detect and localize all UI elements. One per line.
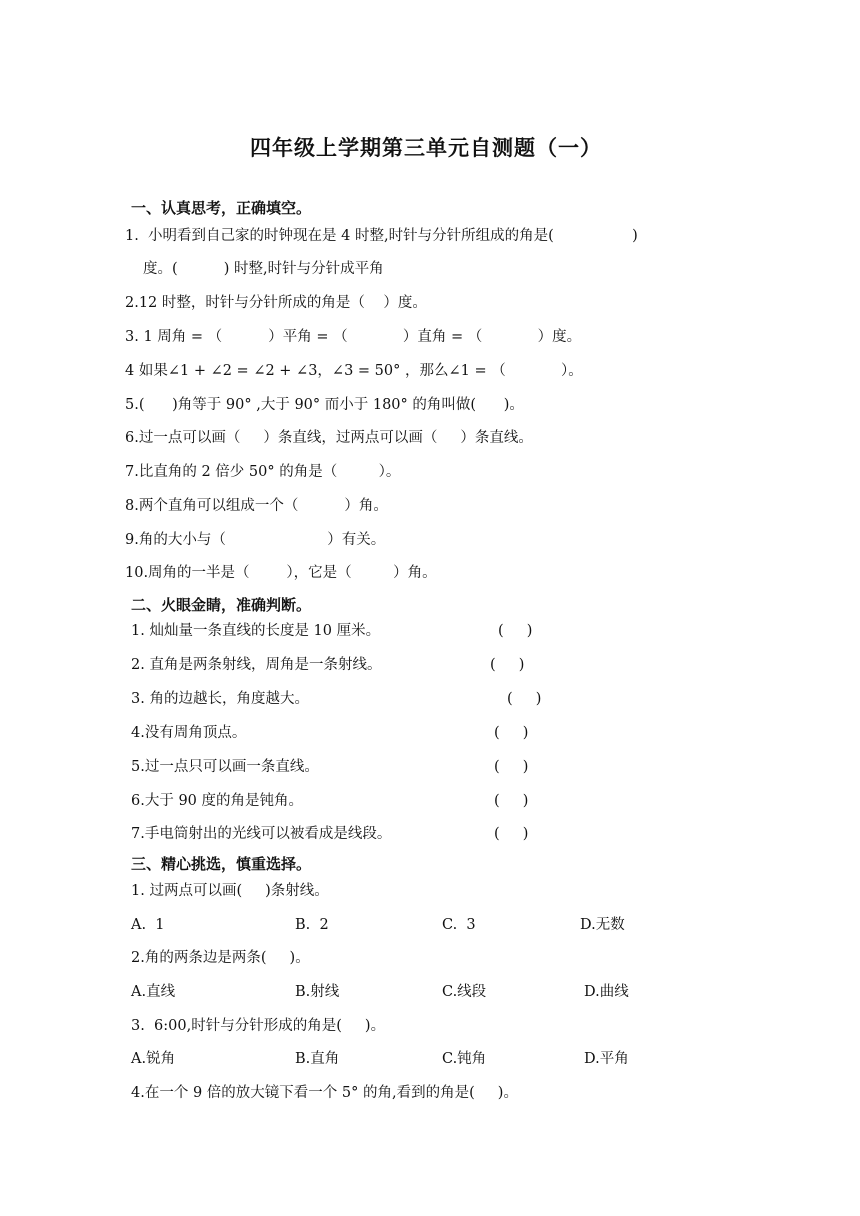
choice-2-option-a: A.直线 bbox=[131, 984, 176, 1000]
fill-item-5: 5.( )角等于 90° ,大于 90° 而小于 180° 的角叫做( )。 bbox=[125, 397, 524, 413]
choice-question-4: 4.在一个 9 倍的放大镜下看一个 5° 的角,看到的角是( )。 bbox=[131, 1085, 518, 1101]
choice-2-option-d: D.曲线 bbox=[584, 984, 629, 1000]
judge-mark-7: ( ) bbox=[494, 826, 529, 842]
judge-item-6: 6.大于 90 度的角是钝角。 bbox=[131, 793, 304, 809]
judge-mark-5: ( ) bbox=[494, 759, 529, 775]
choice-3-option-a: A.锐角 bbox=[131, 1051, 176, 1067]
fill-item-9: 9.角的大小与（ ）有关。 bbox=[125, 532, 386, 548]
choice-2-option-b: B.射线 bbox=[295, 984, 340, 1000]
judge-item-3: 3. 角的边越长，角度越大。 bbox=[131, 691, 309, 707]
fill-item-1: 1. 小明看到自己家的时钟现在是 4 时整,时针与分针所组成的角是( ) bbox=[125, 228, 638, 244]
judge-item-7: 7.手电筒射出的光线可以被看成是线段。 bbox=[131, 826, 392, 842]
choice-2-option-c: C.线段 bbox=[442, 984, 487, 1000]
judge-item-2: 2. 直角是两条射线，周角是一条射线。 bbox=[131, 657, 382, 673]
choice-1-option-d: D.无数 bbox=[580, 917, 625, 933]
fill-item-1-cont: 度。( ) 时整,时针与分针成平角 bbox=[143, 261, 384, 277]
choice-1-option-c: C. 3 bbox=[442, 917, 476, 933]
choice-1-option-b: B. 2 bbox=[295, 917, 329, 933]
judge-mark-2: ( ) bbox=[490, 657, 525, 673]
judge-mark-1: ( ) bbox=[498, 623, 533, 639]
judge-item-5: 5.过一点只可以画一条直线。 bbox=[131, 759, 319, 775]
choice-question-2: 2.角的两条边是两条( )。 bbox=[131, 950, 310, 966]
fill-item-7: 7.比直角的 2 倍少 50° 的角是（ ）。 bbox=[125, 464, 401, 480]
choice-1-option-a: A. 1 bbox=[131, 917, 165, 933]
choice-question-1: 1. 过两点可以画( )条射线。 bbox=[131, 883, 329, 899]
judge-item-1: 1. 灿灿量一条直线的长度是 10 厘米。 bbox=[131, 623, 381, 639]
judge-mark-3: ( ) bbox=[507, 691, 542, 707]
choice-question-3: 3. 6:00,时针与分针形成的角是( )。 bbox=[131, 1018, 386, 1034]
choice-3-option-c: C.钝角 bbox=[442, 1051, 487, 1067]
fill-item-8: 8.两个直角可以组成一个（ ）角。 bbox=[125, 498, 388, 514]
fill-item-6: 6.过一点可以画（ ）条直线，过两点可以画（ ）条直线。 bbox=[125, 430, 533, 446]
section-3-heading: 三、精心挑选，慎重选择。 bbox=[131, 855, 312, 873]
section-1-heading: 一、认真思考，正确填空。 bbox=[131, 199, 312, 217]
choice-3-option-d: D.平角 bbox=[584, 1051, 629, 1067]
judge-mark-4: ( ) bbox=[494, 725, 529, 741]
fill-item-4: 4 如果∠1 + ∠2 = ∠2 + ∠3，∠3 = 50° ，那么∠1 = （ ）。 bbox=[125, 363, 583, 379]
page-title: 四年级上学期第三单元自测题（一） bbox=[250, 136, 602, 160]
fill-item-2: 2.12 时整，时针与分针所成的角是（ ）度。 bbox=[125, 295, 427, 311]
choice-3-option-b: B.直角 bbox=[295, 1051, 340, 1067]
fill-item-3: 3. 1 周角 = （ ）平角 = （ ）直角 = （ ）度。 bbox=[125, 329, 582, 345]
section-2-heading: 二、火眼金睛，准确判断。 bbox=[131, 596, 312, 614]
judge-mark-6: ( ) bbox=[494, 793, 529, 809]
judge-item-4: 4.没有周角顶点。 bbox=[131, 725, 247, 741]
fill-item-10: 10.周角的一半是（ ），它是（ ）角。 bbox=[125, 565, 437, 581]
